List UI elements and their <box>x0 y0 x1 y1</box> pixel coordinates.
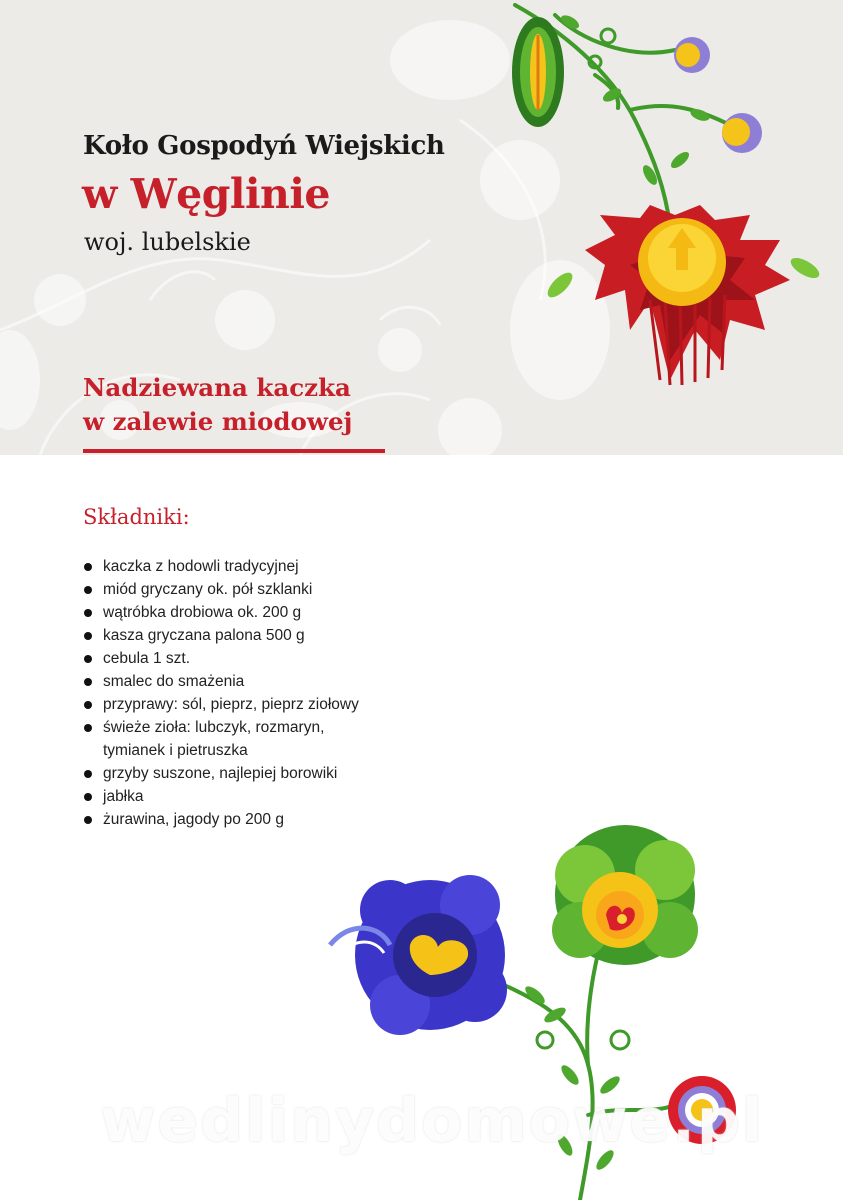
bullet-icon <box>84 770 92 778</box>
green-flower-icon <box>552 825 698 965</box>
ingredient-item <box>83 716 359 762</box>
ingredient-text: kasza gryczana palona 500 g <box>103 627 305 644</box>
ingredient-item <box>83 670 359 693</box>
bullet-icon <box>84 816 92 824</box>
red-flower-icon <box>585 205 790 385</box>
bullet-icon <box>84 724 92 732</box>
ingredient-text: jabłka <box>103 788 144 805</box>
recipe-title-line-2: w zalewie miodowej <box>83 407 353 436</box>
ingredient-item <box>83 624 359 647</box>
ingredients-heading: Składniki: <box>83 505 190 529</box>
ingredient-text-continued: tymianek i pietruszka <box>103 742 248 759</box>
header-banner <box>0 0 843 455</box>
ingredient-text: smalec do smażenia <box>103 673 245 690</box>
ingredient-item <box>83 555 359 578</box>
bullet-icon <box>84 563 92 571</box>
ingredient-text: grzyby suszone, najlepiej borowiki <box>103 765 338 782</box>
title-underline <box>83 449 385 453</box>
ingredient-text: przyprawy: sól, pieprz, pieprz ziołowy <box>103 696 359 713</box>
folk-flower-top-icon <box>500 0 843 400</box>
bullet-icon <box>84 655 92 663</box>
bullet-icon <box>84 632 92 640</box>
ingredients-list <box>83 555 359 831</box>
ingredient-item <box>83 578 359 601</box>
ingredient-text: świeże zioła: lubczyk, rozmaryn, <box>103 719 325 736</box>
ingredient-item <box>83 808 359 831</box>
region-name: woj. lubelskie <box>84 228 251 256</box>
ingredient-text: cebula 1 szt. <box>103 650 191 667</box>
organization-name: Koło Gospodyń Wiejskich <box>83 131 445 161</box>
recipe-title <box>83 371 352 439</box>
ingredient-item <box>83 647 359 670</box>
watermark: wedlinydomowe.pl <box>100 1086 765 1156</box>
ingredient-item <box>83 762 359 785</box>
ingredient-item <box>83 693 359 716</box>
ingredient-text: wątróbka drobiowa ok. 200 g <box>103 604 302 621</box>
green-bud-icon <box>512 17 564 127</box>
ingredient-item <box>83 785 359 808</box>
bullet-icon <box>84 793 92 801</box>
ingredient-text: żurawina, jagody po 200 g <box>103 811 284 828</box>
ingredient-text: kaczka z hodowli tradycyjnej <box>103 558 299 575</box>
blue-flower-icon <box>330 875 507 1035</box>
bullet-icon <box>84 586 92 594</box>
town-name: w Węglinie <box>82 170 330 218</box>
recipe-title-line-1: Nadziewana kaczka <box>83 373 351 402</box>
ingredient-text: miód gryczany ok. pół szklanki <box>103 581 313 598</box>
bullet-icon <box>84 701 92 709</box>
bullet-icon <box>84 678 92 686</box>
bullet-icon <box>84 609 92 617</box>
ingredient-item <box>83 601 359 624</box>
